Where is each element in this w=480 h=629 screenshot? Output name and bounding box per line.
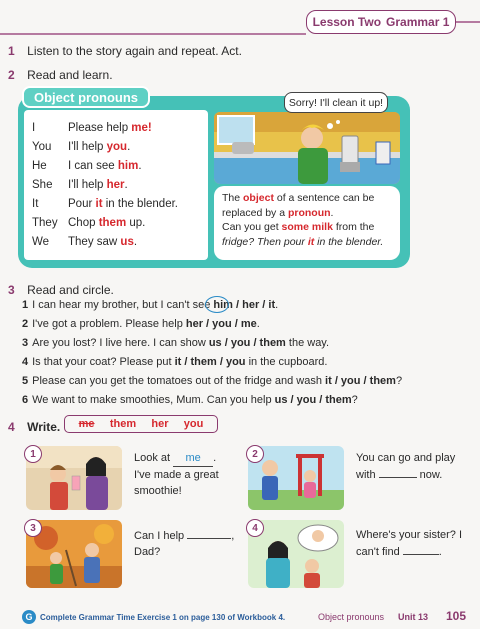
example-end: !: [147, 122, 152, 134]
section-title: Listen to the story again and repeat. Act.: [27, 44, 242, 58]
subject-pronoun: He: [32, 160, 47, 172]
lesson-topic: Grammar 1: [386, 15, 450, 29]
example-text: Pour: [68, 198, 96, 210]
section-number: 2: [8, 68, 15, 82]
example-end: .: [127, 141, 131, 153]
section-number: 4: [8, 420, 15, 434]
section-1: [8, 42, 242, 60]
rule-text: fridge? Then pour: [222, 235, 308, 248]
rule-highlight: object: [243, 192, 274, 204]
object-pronoun: him: [117, 160, 139, 172]
section-2: [8, 66, 113, 84]
speech-bubble: Sorry! I'll clean it up!: [284, 92, 388, 113]
object-pronoun: her: [106, 179, 125, 191]
exercise-item: 4 Is that your coat? Please put it / them / you in the cupboard.: [22, 356, 328, 368]
answer-options[interactable]: him / her / it: [213, 299, 276, 311]
answer-options[interactable]: it / them / you: [174, 356, 246, 368]
write-item-3: Can I help , Dad?: [134, 527, 234, 560]
kitchen-illustration: [214, 112, 400, 184]
example-text: I'll help: [68, 141, 107, 153]
subject-pronoun: It: [32, 198, 39, 210]
pronoun-row: [32, 141, 130, 153]
rule-text: of a sentence can be: [273, 192, 375, 204]
section-title: Write.: [27, 420, 61, 434]
write-item-4: Where's your sister? I can't find .: [356, 529, 463, 558]
rule-text: replaced by a: [222, 206, 288, 219]
lesson-header: [306, 10, 456, 34]
subject-pronoun: You: [32, 141, 52, 153]
section-number: 1: [8, 44, 15, 58]
pronoun-row: [32, 160, 142, 172]
rule-text: from the: [332, 221, 375, 233]
header-rule: [0, 33, 306, 35]
example-text: Chop: [68, 217, 99, 229]
grammar-rule-card: [214, 186, 400, 260]
example-end: .: [124, 179, 128, 191]
exercise-item: 1 I can hear my brother, but I can't see him / her / it.: [22, 299, 279, 311]
pronoun-row: [32, 122, 152, 134]
object-pronouns-title: Object pronouns: [22, 86, 150, 108]
section-title: Read and circle.: [27, 283, 114, 297]
section-3: [8, 281, 114, 299]
object-pronoun: you: [106, 141, 128, 153]
exercise-item: 2 I've got a problem. Please help her / you / me.: [22, 318, 260, 330]
word-option: them: [109, 418, 137, 430]
object-pronoun: them: [98, 217, 127, 229]
word-box: [64, 415, 218, 433]
exercise-item: 3 Are you lost? I live here. I can show us / you / them the way.: [22, 337, 330, 349]
rule-highlight: some milk: [281, 221, 333, 233]
rule-text: The: [222, 192, 244, 204]
item-number-badge: 2: [246, 445, 264, 463]
pronoun-row: [32, 217, 145, 229]
word-option: me: [78, 418, 95, 430]
answer-options[interactable]: her / you / me: [185, 318, 257, 330]
section-number: 3: [8, 283, 15, 297]
footer-note: Complete Grammar Time Exercise 1 on page 130 of Workbook 4.: [40, 613, 286, 622]
answer-blank[interactable]: [379, 466, 417, 478]
pronoun-row: [32, 179, 128, 191]
answer-blank[interactable]: [403, 543, 439, 555]
item-number-badge: 3: [24, 519, 42, 537]
subject-pronoun: They: [32, 217, 58, 229]
lesson-label: Lesson Two: [312, 15, 382, 29]
example-end: in the blender.: [102, 198, 178, 210]
example-end: up.: [126, 217, 146, 229]
write-item-1: Look at me . I've made a great smoothie!: [134, 452, 219, 497]
example-text: They saw: [68, 236, 121, 248]
item-number-badge: 1: [24, 445, 42, 463]
subject-pronoun: We: [32, 236, 50, 248]
object-pronoun: it: [95, 198, 103, 210]
answer-circle: [205, 296, 229, 313]
section-4: [8, 418, 60, 436]
subject-pronoun: I: [32, 122, 36, 134]
answer-options[interactable]: us / you / them: [274, 394, 352, 406]
pronoun-row: [32, 236, 137, 248]
object-pronoun: me: [131, 122, 148, 134]
subject-pronoun: She: [32, 179, 53, 191]
rule-highlight: it: [307, 235, 315, 248]
rule-highlight: pronoun: [287, 206, 331, 219]
grammar-time-icon: G: [22, 610, 36, 624]
rule-text: in the blender.: [314, 235, 384, 248]
page-number: 105: [446, 609, 467, 623]
header-rule-right: [456, 21, 480, 23]
example-text: Please help: [68, 122, 132, 134]
pronoun-table: [24, 110, 208, 260]
object-pronoun: us: [120, 236, 134, 248]
example-end: .: [133, 236, 138, 248]
rule-text: .: [330, 206, 334, 219]
write-item-2: You can go and play with now.: [356, 452, 456, 481]
answer-options[interactable]: us / you / them: [208, 337, 286, 349]
answer-options[interactable]: it / you / them: [325, 375, 396, 387]
footer-section: Object pronouns: [318, 612, 385, 622]
word-option: her: [151, 418, 169, 430]
pronoun-row: [32, 198, 178, 210]
section-title: Read and learn.: [27, 68, 113, 82]
example-text: I can see: [68, 160, 118, 172]
footer-unit: Unit 13: [398, 612, 429, 622]
example-text: I'll help: [68, 179, 107, 191]
word-option: you: [183, 418, 204, 430]
example-end: .: [138, 160, 142, 172]
exercise-item: 5 Please can you get the tomatoes out of the fridge and wash it / you / them?: [22, 375, 403, 387]
answer-blank[interactable]: me: [173, 450, 213, 467]
answer-blank[interactable]: [187, 527, 231, 539]
rule-text: Can you get: [222, 221, 282, 233]
exercise-item: 6 We want to make smoothies, Mum. Can you help us / you / them?: [22, 394, 358, 406]
item-number-badge: 4: [246, 519, 264, 537]
